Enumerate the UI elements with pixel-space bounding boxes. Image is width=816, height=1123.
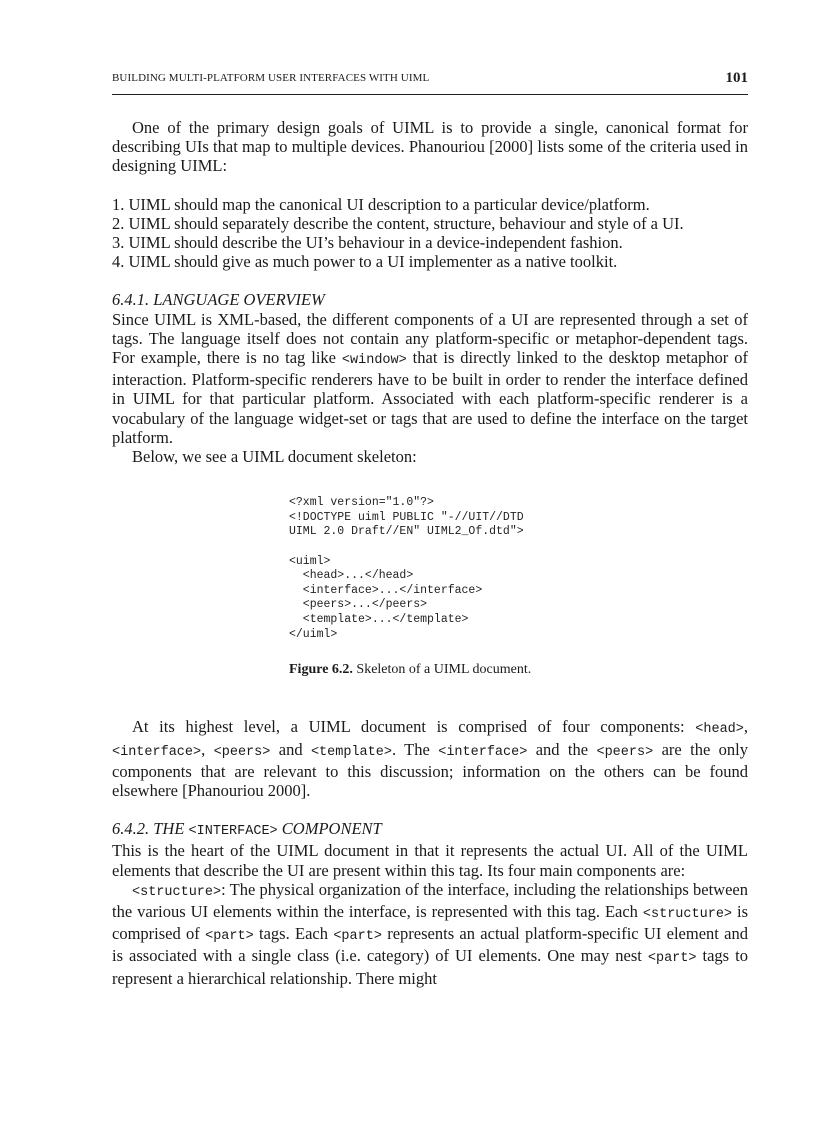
components-paragraph: At its highest level, a UIML document is comprised of four components: <head>, <interface>, <peers> and <template>. The <interface> and the <peers> are the only components that are relevant to this discussion; information on the others can be found elsewhere [Phanouriou 2000]. xyxy=(112,717,748,800)
skeleton-intro-paragraph: Below, we see a UIML document skeleton: xyxy=(132,447,417,467)
section-heading-interface-component: 6.4.2. THE <INTERFACE> COMPONENT xyxy=(112,819,382,840)
structure-paragraph: <structure>: The physical organization of the interface, including the relationships between the various UI elements within the interface, is represented with this tag. Each <structure> is comprised of <part> tags. Each <part> represents an actual platform-specific UI element and is associated with a single class (i.e. category) of UI elements. One may nest <part> tags to represent a hierarchical relationship. There might xyxy=(112,879,748,988)
page-number: 101 xyxy=(725,70,748,86)
running-header xyxy=(112,70,748,95)
inline-code: <window> xyxy=(341,353,407,369)
language-overview-paragraph: Since UIML is XML-based, the different components of a UI are represented through a set of tags. The language itself does not contain any platform-specific or metaphor-dependent tags. For example, there is no tag like <window> that is directly linked to the desktop metaphor of interaction. Platform-specific renderers have to be built in order to render the interface defined in UIML for that particular platform. Associated with each platform-specific renderer is a vocabulary of the language widget-set or tags that are used to define the interface on the target platform. xyxy=(112,309,748,447)
criteria-item: 4. UIML should give as much power to a UI implementer as a native toolkit. xyxy=(112,252,618,272)
criteria-item: 2. UIML should separately describe the content, structure, behaviour and style of a UI. xyxy=(112,213,684,233)
page-body xyxy=(112,118,748,988)
figure-caption-text: Skeleton of a UIML document. xyxy=(356,662,532,678)
uiml-skeleton-code: <?xml version="1.0"?> <!DOCTYPE uiml PUBLIC "-//UIT//DTD UIML 2.0 Draft//EN" UIML2_Of.dtd"> <uiml> <head>...</head> <interface>...</interface> <peers>...</peers> <template>...</template> </uiml> xyxy=(289,496,524,641)
figure-caption xyxy=(289,660,748,679)
section-heading-language-overview: 6.4.1. LANGUAGE OVERVIEW xyxy=(112,290,325,310)
criteria-item: 1. UIML should map the canonical UI description to a particular device/platform. xyxy=(112,194,650,214)
criteria-list xyxy=(112,195,748,272)
interface-component-paragraph: This is the heart of the UIML document in that it represents the actual UI. All of the UIML elements that describe the UI are present within this tag. Its four main components are: xyxy=(112,841,748,880)
figure xyxy=(289,496,748,679)
intro-paragraph: One of the primary design goals of UIML is to provide a single, canonical format for describing UIs that map to multiple devices. Phanouriou [2000] lists some of the criteria used in designing UIML: xyxy=(112,118,748,176)
inline-code: <INTERFACE> xyxy=(188,824,278,840)
criteria-item: 3. UIML should describe the UI’s behaviour in a device-independent fashion. xyxy=(112,233,623,253)
figure-label: Figure 6.2. xyxy=(289,662,353,678)
running-head-title: BUILDING MULTI-PLATFORM USER INTERFACES WITH UIML xyxy=(112,72,430,84)
